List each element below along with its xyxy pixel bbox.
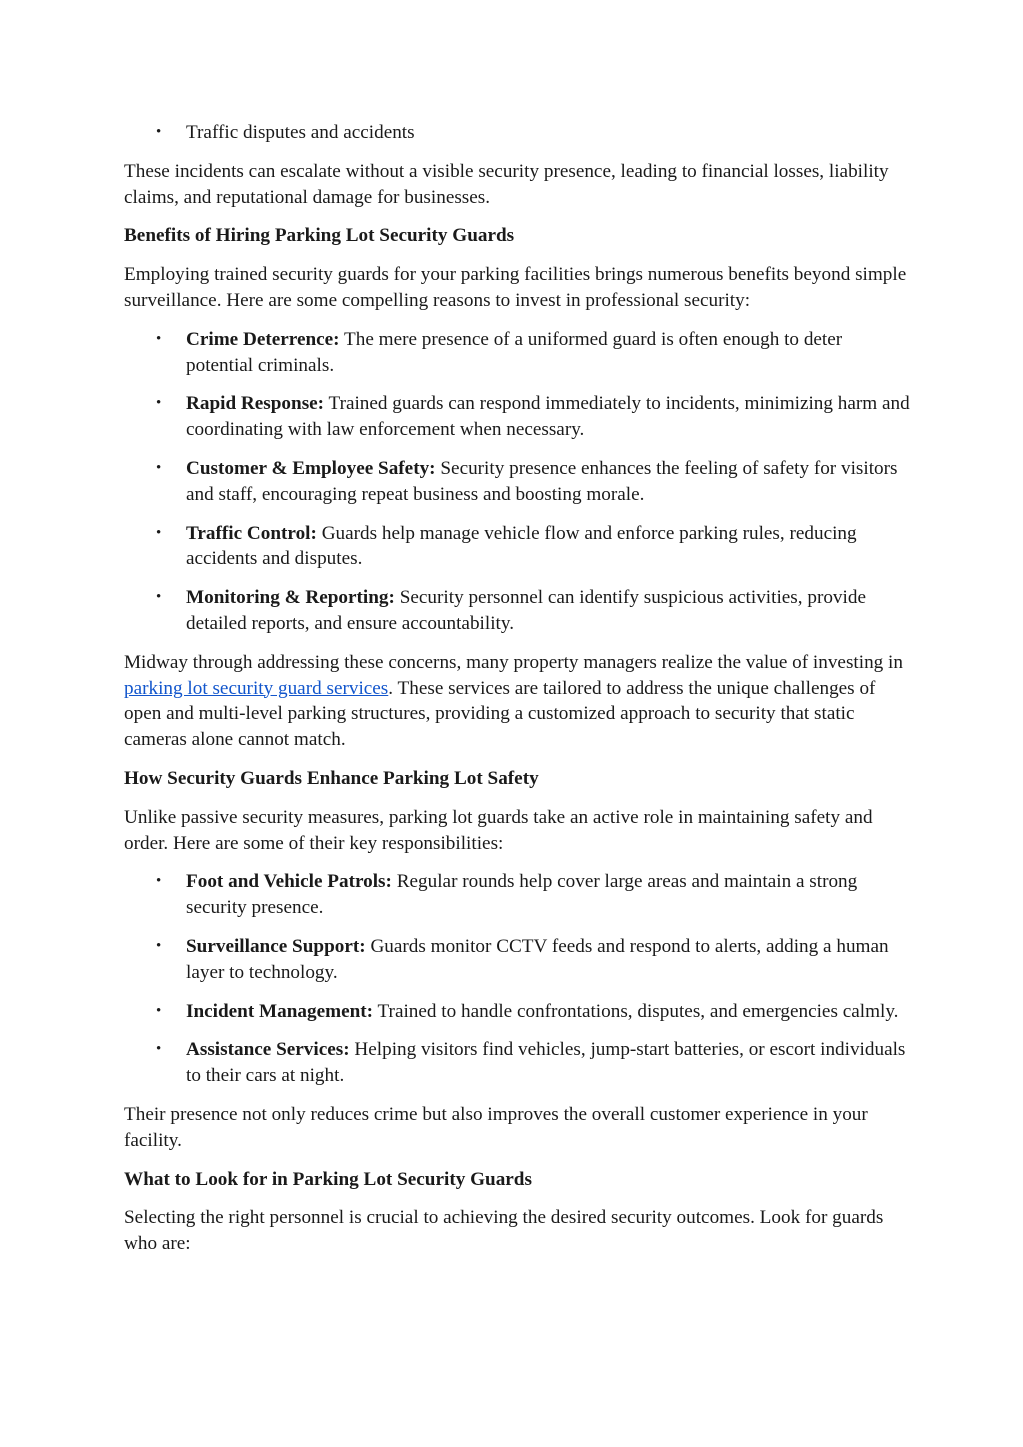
- list-item-text: Security presence enhances the feeling of safety for visitors and staff, encouraging repeat business and boosting morale.: [186, 457, 898, 505]
- list-item-text: Trained guards can respond immediately to incidents, minimizing harm and coordinating with law enforcement when necessary.: [186, 393, 910, 441]
- heading-benefits: Benefits of Hiring Parking Lot Security Guards: [124, 225, 515, 247]
- bullet-icon: •: [156, 1041, 162, 1058]
- list-item-text: Helping visitors find vehicles, jump-start batteries, or escort individuals to their cars at night.: [186, 1039, 906, 1087]
- list-item: [124, 999, 914, 1025]
- list-item-text: Guards monitor CCTV feeds and respond to alerts, adding a human layer to technology.: [186, 935, 889, 983]
- list-item: [124, 120, 914, 146]
- list-item-term: Crime Deterrence:: [186, 328, 340, 350]
- list-item-text: Traffic disputes and accidents: [186, 122, 415, 143]
- list-item-term: Foot and Vehicle Patrols:: [186, 871, 392, 893]
- responsibilities-list: [124, 869, 914, 1089]
- list-item-term: Surveillance Support:: [186, 935, 366, 957]
- enhance-paragraph: Unlike passive security measures, parking lot guards take an active role in maintaining safety and order. Here are some of their key responsibilities:: [124, 806, 873, 854]
- bullet-icon: •: [156, 589, 162, 606]
- list-item-text: Security personnel can identify suspicious activities, provide detailed reports, and ensure accountability.: [186, 587, 866, 634]
- heading-enhance: How Security Guards Enhance Parking Lot Safety: [124, 767, 539, 789]
- benefits-list: [124, 327, 914, 637]
- list-item-term: Traffic Control:: [186, 522, 317, 544]
- list-item: [124, 934, 914, 986]
- list-item-term: Assistance Services:: [186, 1039, 350, 1061]
- bullet-icon: •: [156, 937, 162, 954]
- document-page: [124, 120, 914, 1270]
- midway-text-after: . These services are tailored to address the unique challenges of open and multi-level parking structures, providing a customized approach to security that static cameras alone cannot match.: [124, 677, 876, 751]
- midway-paragraph: [124, 650, 914, 753]
- top-bullet-list: [124, 120, 914, 146]
- midway-text-before: Midway through addressing these concerns, many property managers realize the value of investing in: [124, 651, 903, 673]
- bullet-icon: •: [156, 1002, 162, 1019]
- bullet-icon: •: [156, 459, 162, 476]
- list-item-term: Customer & Employee Safety:: [186, 457, 436, 479]
- list-item: [124, 327, 914, 379]
- intro-paragraph: These incidents can escalate without a visible security presence, leading to financial losses, liability claims, and reputational damage for businesses.: [124, 160, 889, 208]
- bullet-icon: •: [156, 330, 162, 347]
- heading-lookfor: What to Look for in Parking Lot Security Guards: [124, 1168, 532, 1190]
- lookfor-paragraph: Selecting the right personnel is crucial to achieving the desired security outcomes. Look for guards who are:: [124, 1207, 884, 1255]
- services-link[interactable]: parking lot security guard services: [124, 677, 389, 699]
- list-item: [124, 521, 914, 573]
- bullet-icon: •: [156, 873, 162, 890]
- list-item-term: Rapid Response:: [186, 393, 325, 415]
- list-item: [124, 391, 914, 443]
- bullet-icon: •: [156, 124, 162, 140]
- bullet-icon: •: [156, 524, 162, 541]
- bullet-icon: •: [156, 395, 162, 412]
- list-item: [124, 1037, 914, 1089]
- list-item-text: The mere presence of a uniformed guard is often enough to deter potential criminals.: [186, 328, 843, 376]
- list-item-term: Incident Management:: [186, 1000, 374, 1022]
- list-item-term: Monitoring & Reporting:: [186, 587, 395, 609]
- list-item-text: Regular rounds help cover large areas and maintain a strong security presence.: [186, 871, 858, 919]
- closing-paragraph: Their presence not only reduces crime but also improves the overall customer experience in your facility.: [124, 1103, 868, 1151]
- list-item: [124, 585, 914, 637]
- list-item: [124, 869, 914, 921]
- list-item: [124, 456, 914, 508]
- benefits-paragraph: Employing trained security guards for your parking facilities brings numerous benefits beyond simple surveillance. Here are some compelling reasons to invest in professional security:: [124, 264, 907, 311]
- list-item-text: Guards help manage vehicle flow and enforce parking rules, reducing accidents and disputes.: [186, 522, 857, 570]
- list-item-text: Trained to handle confrontations, disputes, and emergencies calmly.: [373, 1000, 899, 1022]
